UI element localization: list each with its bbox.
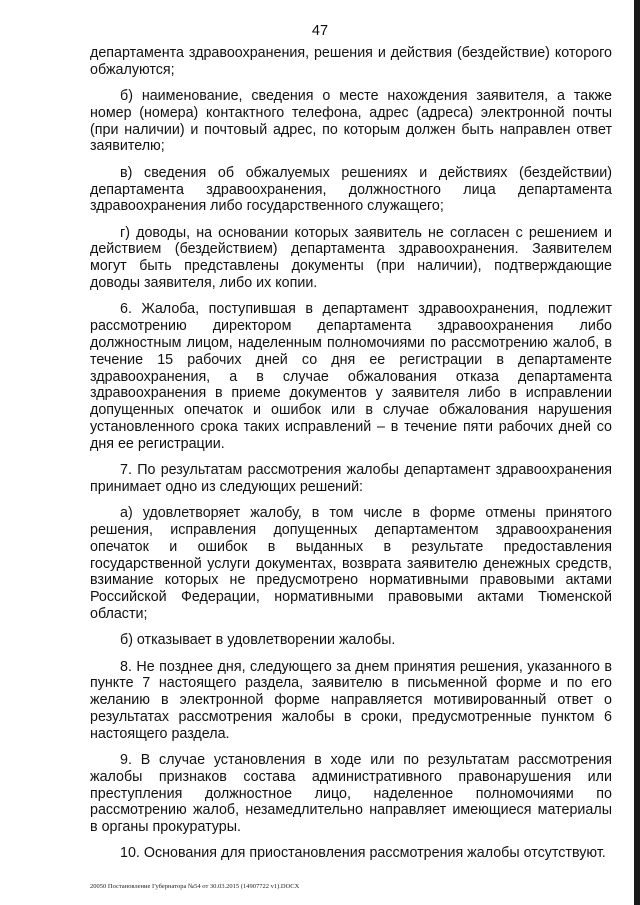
paragraph-9: 9. В случае установления в ходе или по результатам рассмотрения жалобы признаков состава административного правонарушения или преступления должностное лицо, наделенное полномочиями по рассмотрению жалоб, незамедлительно направляет имеющиеся материалы в органы прокуратуры. bbox=[90, 751, 612, 836]
document-footer: 20050 Постановление Губернатора №54 от 30.03.2015 (14907722 v1).DOCX bbox=[90, 883, 300, 890]
paragraph-7-item-a: а) удовлетворяет жалобу, в том числе в форме отмены принятого решения, исправления допущенных департаментом здравоохранения опечаток и ошибок в выданных в результате предоставления государственной услуги документах, возврата заявителю денежных средств, взимание которых не предусмотрено нормативными правовыми актами Российской Федерации, нормативными правовыми актами Тюменской области; bbox=[90, 505, 612, 622]
paragraph-item-g: г) доводы, на основании которых заявитель не согласен с решением и действием (бездействием) департамента здравоохранения. Заявителем могут быть представлены документы (при наличии), подтверждающие доводы заявителя, либо их копии. bbox=[90, 224, 612, 292]
paragraph-7-item-b: б) отказывает в удовлетворении жалобы. bbox=[120, 632, 396, 649]
page-number: 47 bbox=[311, 23, 329, 39]
paragraph-continuation: департамента здравоохранения, решения и действия (бездействие) которого обжалуются; bbox=[90, 45, 612, 78]
document-body bbox=[90, 45, 612, 872]
scan-edge bbox=[634, 0, 640, 905]
paragraph-7: 7. По результатам рассмотрения жалобы департамент здравоохранения принимает одно из следующих решений: bbox=[90, 462, 612, 495]
paragraph-10: 10. Основания для приостановления рассмотрения жалобы отсутствуют. bbox=[120, 845, 606, 862]
paragraph-8: 8. Не позднее дня, следующего за днем принятия решения, указанного в пункте 7 настоящего раздела, заявителю в письменной форме и по его желанию в электронной форме направляется мотивированный ответ о результатах рассмотрения жалобы в сроки, предусмотренные пунктом 6 настоящего раздела. bbox=[90, 658, 612, 742]
paragraph-item-b: б) наименование, сведения о месте нахождения заявителя, а также номер (номера) контактного телефона, адрес (адреса) электронной почты (при наличии) и почтовый адрес, по которым должен быть направлен ответ заявителю; bbox=[90, 88, 612, 155]
paragraph-item-v: в) сведения об обжалуемых решениях и действиях (бездействии) департамента здравоохранения, должностного лица департамента здравоохранения либо государственного служащего; bbox=[90, 164, 612, 215]
paragraph-6: 6. Жалоба, поступившая в департамент здравоохранения, подлежит рассмотрению директором департамента здравоохранения либо должностным лицом, наделенным полномочиями по рассмотрению жалоб, в течение 15 рабочих дней со дня ее регистрации в департаменте здравоохранения, а в случае обжалования отказа департамента здравоохранения в приеме документов у заявителя либо в исправлении допущенных опечаток и ошибок или в случае обжалования нарушения установленного срока таких исправлений – в течение пяти рабочих дней со дня ее регистрации. bbox=[90, 301, 612, 452]
